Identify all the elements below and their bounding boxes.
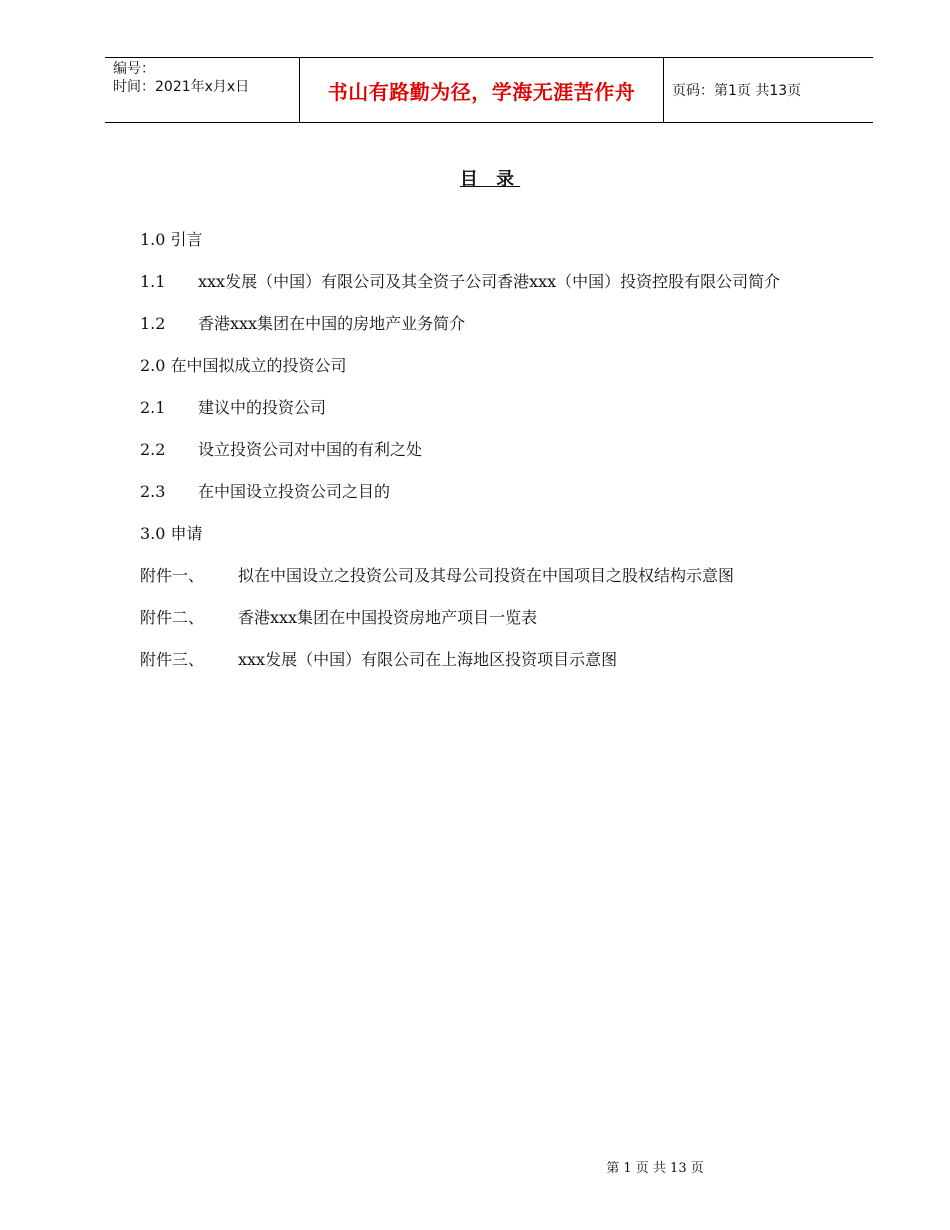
toc-attachment-3[interactable] — [140, 649, 860, 670]
toc-attachment-2[interactable] — [140, 607, 860, 628]
toc-section-3[interactable]: 3.0 申请 — [140, 524, 203, 543]
header-page-label: 页码：第1页 共13页 — [672, 83, 802, 99]
toc-entry-text: xxx发展（中国）有限公司及其全资子公司香港xxx（中国）投资控股有限公司简介 — [198, 272, 781, 291]
toc-entry-text: 在中国设立投资公司之目的 — [198, 482, 391, 501]
toc-entry-2-2[interactable] — [140, 439, 860, 460]
toc-title: 目 录 — [459, 169, 521, 190]
toc-entry-number: 2.3 — [140, 482, 166, 501]
toc-entry-number: 2.1 — [140, 398, 166, 417]
toc-section-1[interactable]: 1.0 引言 — [140, 230, 203, 249]
toc-entry-1-1[interactable] — [140, 271, 860, 292]
header-motto-cell — [300, 58, 664, 122]
toc-attachment-1[interactable] — [140, 565, 860, 586]
header-page-info — [664, 58, 873, 122]
toc-attachment-number: 附件二、 — [140, 608, 205, 627]
toc-entry-1-2[interactable] — [140, 313, 860, 334]
toc-attachment-text: 拟在中国设立之投资公司及其母公司投资在中国项目之股权结构示意图 — [238, 566, 735, 585]
header-motto: 书山有路勤为径，学海无涯苦作舟 — [327, 79, 636, 104]
page-footer: 第 1 页 共 13 页 — [606, 1161, 704, 1176]
toc-attachment-text: 香港xxx集团在中国投资房地产项目一览表 — [238, 608, 538, 627]
document-number-label: 编号： — [113, 61, 155, 77]
header-meta — [105, 58, 300, 122]
document-header — [105, 57, 873, 123]
toc-attachment-number: 附件一、 — [140, 566, 205, 585]
toc-attachment-text: xxx发展（中国）有限公司在上海地区投资项目示意图 — [238, 650, 618, 669]
toc-entry-2-3[interactable] — [140, 481, 860, 502]
toc-entry-number: 2.2 — [140, 440, 166, 459]
toc-entry-text: 设立投资公司对中国的有利之处 — [198, 440, 423, 459]
toc-entry-number: 1.1 — [140, 272, 166, 291]
toc-entry-text: 建议中的投资公司 — [198, 398, 327, 417]
toc-section-2[interactable]: 2.0 在中国拟成立的投资公司 — [140, 356, 347, 375]
document-date: 时间：2021年x月x日 — [113, 79, 250, 95]
toc-entry-number: 1.2 — [140, 314, 166, 333]
toc-entry-text: 香港xxx集团在中国的房地产业务简介 — [198, 314, 466, 333]
toc-attachment-number: 附件三、 — [140, 650, 205, 669]
table-of-contents — [140, 229, 860, 691]
toc-entry-2-1[interactable] — [140, 397, 860, 418]
